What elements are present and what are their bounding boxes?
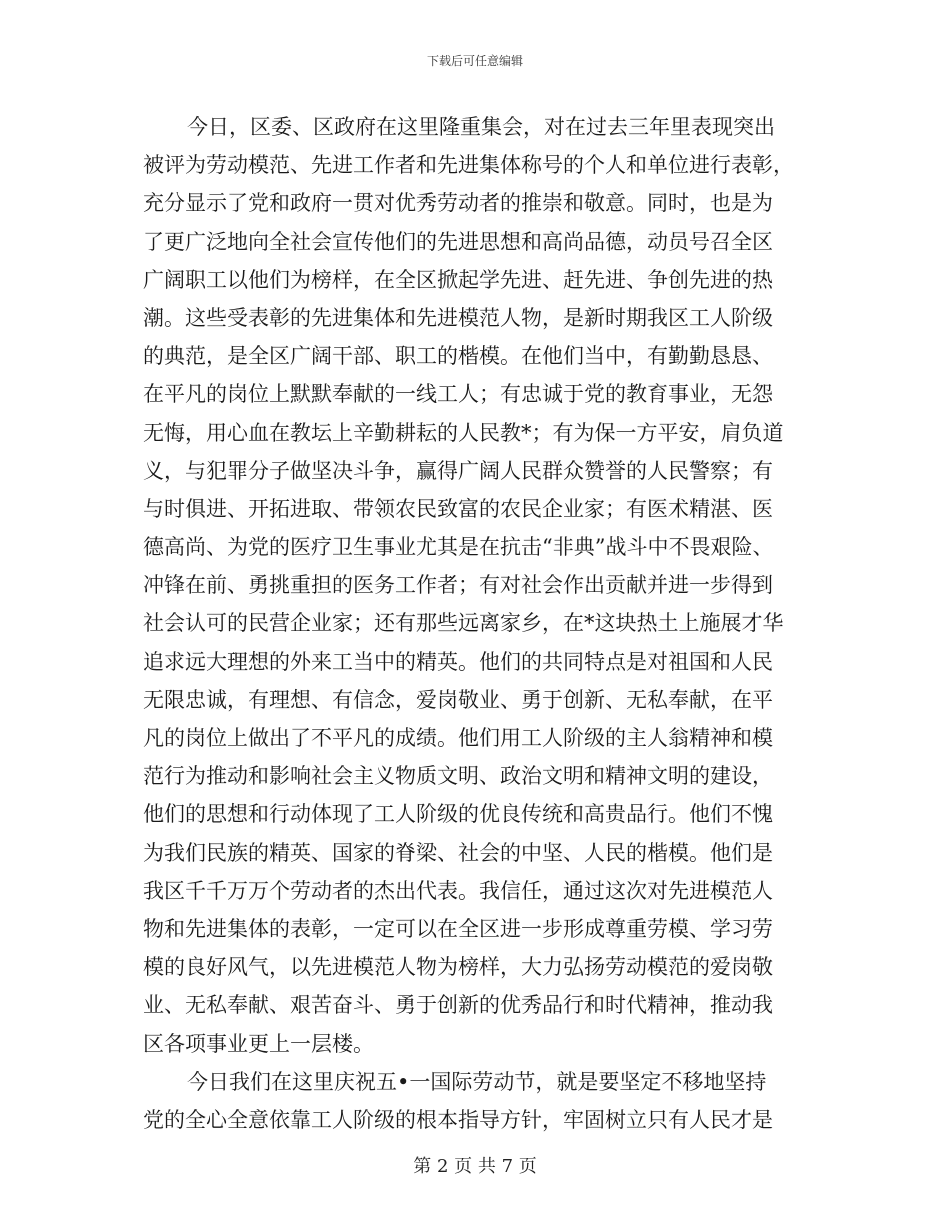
- text-line: 范行为推动和影响社会主义物质文明、政治文明和精神文明的建设，: [143, 764, 773, 789]
- text-line: 模的良好风气，以先进模范人物为榜样，大力弘扬劳动模范的爱岗敬: [143, 955, 773, 980]
- text-line: 无悔，用心血在教坛上辛勤耕耘的人民教*；有为保一方平安，肩负道: [143, 420, 784, 445]
- text-line: 今日，区委、区政府在这里隆重集会，对在过去三年里表现突出: [187, 115, 775, 139]
- text-line: 追求远大理想的外来工当中的精英。他们的共同特点是对祖国和人民: [143, 649, 773, 674]
- text-line: 潮。这些受表彰的先进集体和先进模范人物，是新时期我区工人阶级: [143, 305, 773, 330]
- text-line: 无限忠诚，有理想、有信念，爱岗敬业、勇于创新、无私奉献，在平: [143, 687, 773, 712]
- text-line: 他们的思想和行动体现了工人阶级的优良传统和高贵品行。他们不愧: [143, 802, 773, 827]
- text-line: 德高尚、为党的医疗卫生事业尤其是在抗击“非典”战斗中不畏艰险、: [143, 535, 774, 560]
- text-line: 与时俱进、开拓进取、带领农民致富的农民企业家；有医术精湛、医: [143, 496, 773, 521]
- text-line: 义，与犯罪分子做坚决斗争，赢得广阔人民群众赞誉的人民警察；有: [143, 458, 773, 483]
- text-line: 冲锋在前、勇挑重担的医务工作者；有对社会作出贡献并进一步得到: [143, 573, 773, 598]
- text-line: 充分显示了党和政府一贯对优秀劳动者的推崇和敬意。同时，也是为: [143, 191, 773, 216]
- text-line: 在平凡的岗位上默默奉献的一线工人；有忠诚于党的教育事业，无怨: [143, 382, 773, 407]
- text-line: 区各项事业更上一层楼。: [143, 1031, 374, 1056]
- text-line: 为我们民族的精英、国家的脊梁、社会的中坚、人民的楷模。他们是: [143, 840, 773, 865]
- document-body: [143, 108, 823, 1139]
- text-line: 我区千千万万个劳动者的杰出代表。我信任，通过这次对先进模范人: [143, 878, 773, 903]
- page-number: 第 2 页 共 7 页: [413, 1156, 537, 1177]
- text-line: 的典范，是全区广阔干部、职工的楷模。在他们当中，有勤勤恳恳、: [143, 344, 773, 369]
- text-line: 被评为劳动模范、先进工作者和先进集体称号的个人和单位进行表彰，: [143, 153, 794, 178]
- page-header: 下载后可任意编辑: [426, 54, 523, 68]
- text-line: 广阔职工以他们为榜样，在全区掀起学先进、赶先进、争创先进的热: [143, 267, 773, 292]
- text-line: 党的全心全意依靠工人阶级的根本指导方针，牢固树立只有人民才是: [143, 1107, 773, 1132]
- text-line: 了更广泛地向全社会宣传他们的先进思想和高尚品德，动员号召全区: [143, 229, 773, 254]
- text-line: 社会认可的民营企业家；还有那些远离家乡，在*这块热土上施展才华: [143, 611, 784, 636]
- text-line: 今日我们在这里庆祝五•一国际劳动节，就是要坚定不移地坚持: [187, 1069, 767, 1094]
- text-line: 业、无私奉献、艰苦奋斗、勇于创新的优秀品行和时代精神，推动我: [143, 993, 773, 1018]
- text-line: 物和先进集体的表彰，一定可以在全区进一步形成尊重劳模、学习劳: [143, 916, 773, 941]
- text-line: 凡的岗位上做出了不平凡的成绩。他们用工人阶级的主人翁精神和模: [143, 726, 773, 750]
